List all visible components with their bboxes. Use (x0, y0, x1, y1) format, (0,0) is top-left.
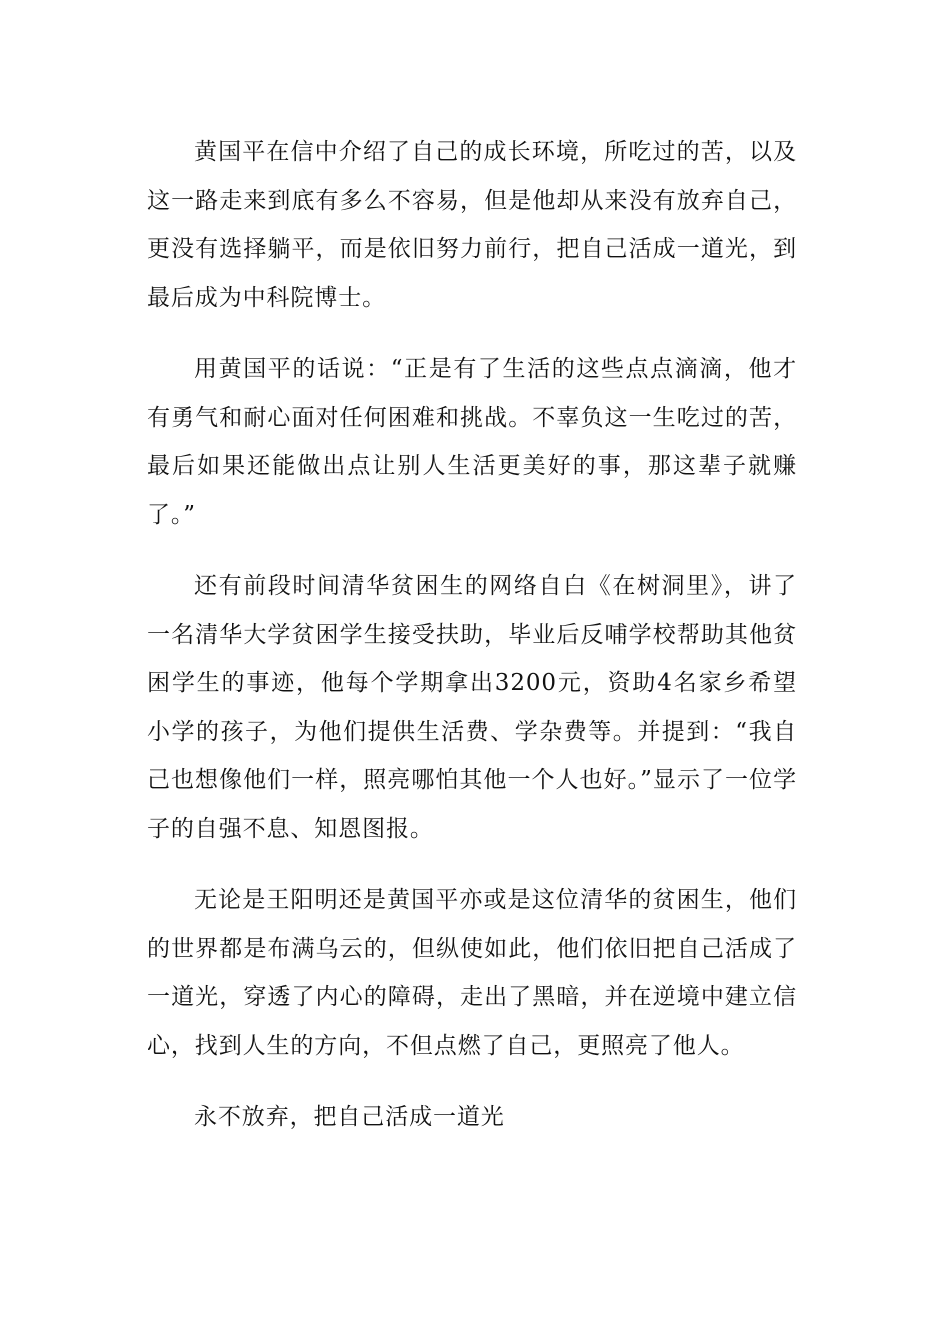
document-body (147, 128, 797, 1165)
paragraph-3: 还有前段时间清华贫困生的网络自白《在树洞里》，讲了一名清华大学贫困学生接受扶助，毕业后反哺学校帮助其他贫困学生的事迹，他每个学期拿出3200元，资助4名家乡希望小学的孩子，为他们提供生活费、学杂费等。并提到：“我自己也想像他们一样，照亮哪怕其他一个人也好。”显示了一位学子的自强不息、知恩图报。 (147, 573, 797, 842)
paragraph-1: 黄国平在信中介绍了自己的成长环境，所吃过的苦，以及这一路走来到底有多么不容易，但是他却从来没有放弃自己，更没有选择躺平，而是依旧努力前行，把自己活成一道光，到最后成为中科院博士。 (147, 139, 797, 311)
paragraph-2: 用黄国平的话说：“正是有了生活的这些点点滴滴，他才有勇气和耐心面对任何困难和挑战。不辜负这一生吃过的苦，最后如果还能做出点让别人生活更美好的事，那这辈子就赚了。” (147, 356, 797, 528)
section-heading: 永不放弃，把自己活成一道光 (194, 1104, 505, 1130)
paragraph-4: 无论是王阳明还是黄国平亦或是这位清华的贫困生，他们的世界都是布满乌云的，但纵使如此，他们依旧把自己活成了一道光，穿透了内心的障碍，走出了黑暗，并在逆境中建立信心，找到人生的方向，不但点燃了自己，更照亮了他人。 (147, 887, 797, 1059)
